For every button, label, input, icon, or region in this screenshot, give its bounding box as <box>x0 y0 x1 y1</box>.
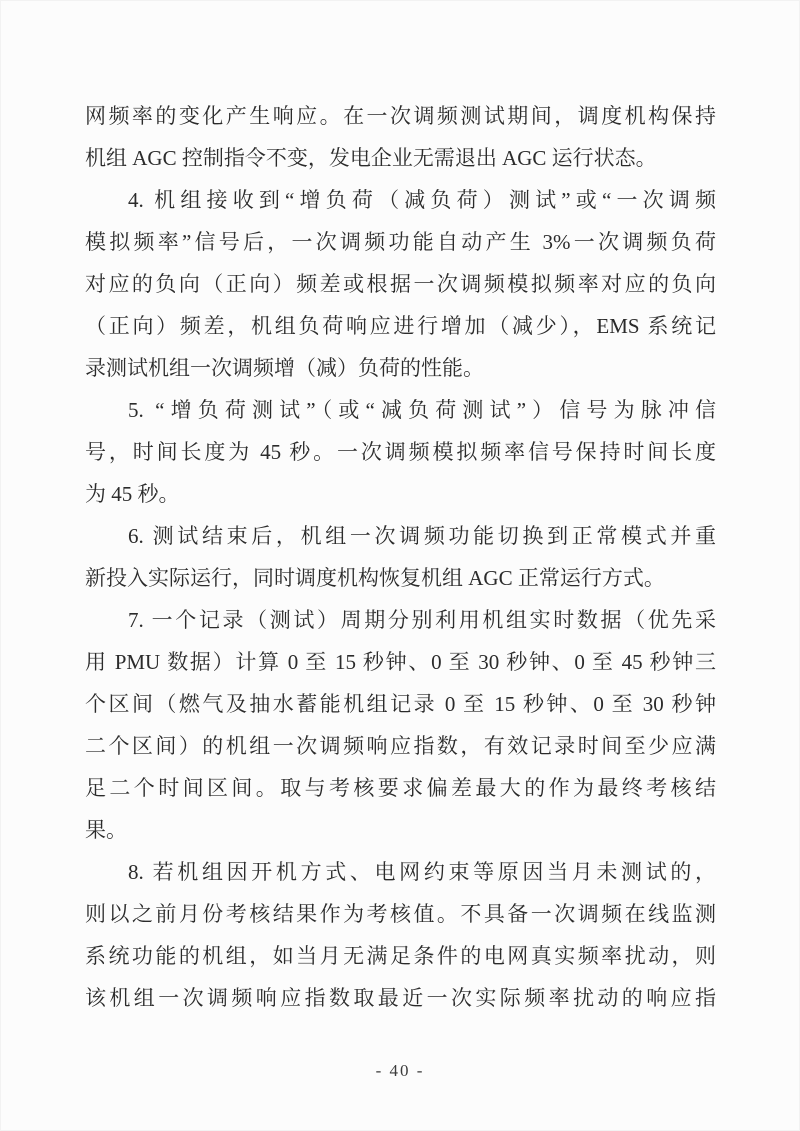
text-line: 6. 测试结束后，机组一次调频功能切换到正常模式并重 <box>128 524 716 548</box>
text-line: 该机组一次调频响应指数取最近一次实际频率扰动的响应指 <box>85 986 716 1010</box>
text-line: 为 45 秒。 <box>85 482 180 506</box>
page-footer <box>0 1060 800 1082</box>
text-line: 5. “增负荷测试”（或“减负荷测试”）信号为脉冲信 <box>128 398 716 422</box>
page-number: - 40 - <box>375 1061 425 1080</box>
text-line: 8. 若机组因开机方式、电网约束等原因当月未测试的， <box>128 860 716 884</box>
text-line: 二个区间）的机组一次调频响应指数，有效记录时间至少应满 <box>85 734 716 758</box>
text-line: 号，时间长度为 45 秒。一次调频模拟频率信号保持时间长度 <box>85 440 716 464</box>
text-line: 果。 <box>85 818 127 842</box>
text-line: 4. 机组接收到“增负荷（减负荷）测试”或“一次调频 <box>128 188 716 212</box>
document-body <box>85 95 716 1019</box>
text-line: 新投入实际运行，同时调度机构恢复机组 AGC 正常运行方式。 <box>85 566 665 590</box>
text-line: 足二个时间区间。取与考核要求偏差最大的作为最终考核结 <box>85 776 716 800</box>
text-line: 7. 一个记录（测试）周期分别利用机组实时数据（优先采 <box>128 608 716 632</box>
text-line: 对应的负向（正向）频差或根据一次调频模拟频率对应的负向 <box>85 272 716 296</box>
text-line: 录测试机组一次调频增（减）负荷的性能。 <box>85 356 484 380</box>
text-line: 用 PMU 数据）计算 0 至 15 秒钟、0 至 30 秒钟、0 至 45 秒钟三 <box>85 650 716 674</box>
text-line: 系统功能的机组，如当月无满足条件的电网真实频率扰动，则 <box>85 944 716 968</box>
text-line: 网频率的变化产生响应。在一次调频测试期间，调度机构保持 <box>85 104 716 128</box>
text-line: 则以之前月份考核结果作为考核值。不具备一次调频在线监测 <box>85 902 716 926</box>
text-line: 个区间（燃气及抽水蓄能机组记录 0 至 15 秒钟、0 至 30 秒钟 <box>85 692 716 716</box>
text-line: 模拟频率”信号后，一次调频功能自动产生 3%一次调频负荷 <box>85 230 716 254</box>
text-line: 机组 AGC 控制指令不变，发电企业无需退出 AGC 运行状态。 <box>85 146 657 170</box>
text-line: （正向）频差，机组负荷响应进行增加（减少），EMS 系统记 <box>85 314 716 338</box>
